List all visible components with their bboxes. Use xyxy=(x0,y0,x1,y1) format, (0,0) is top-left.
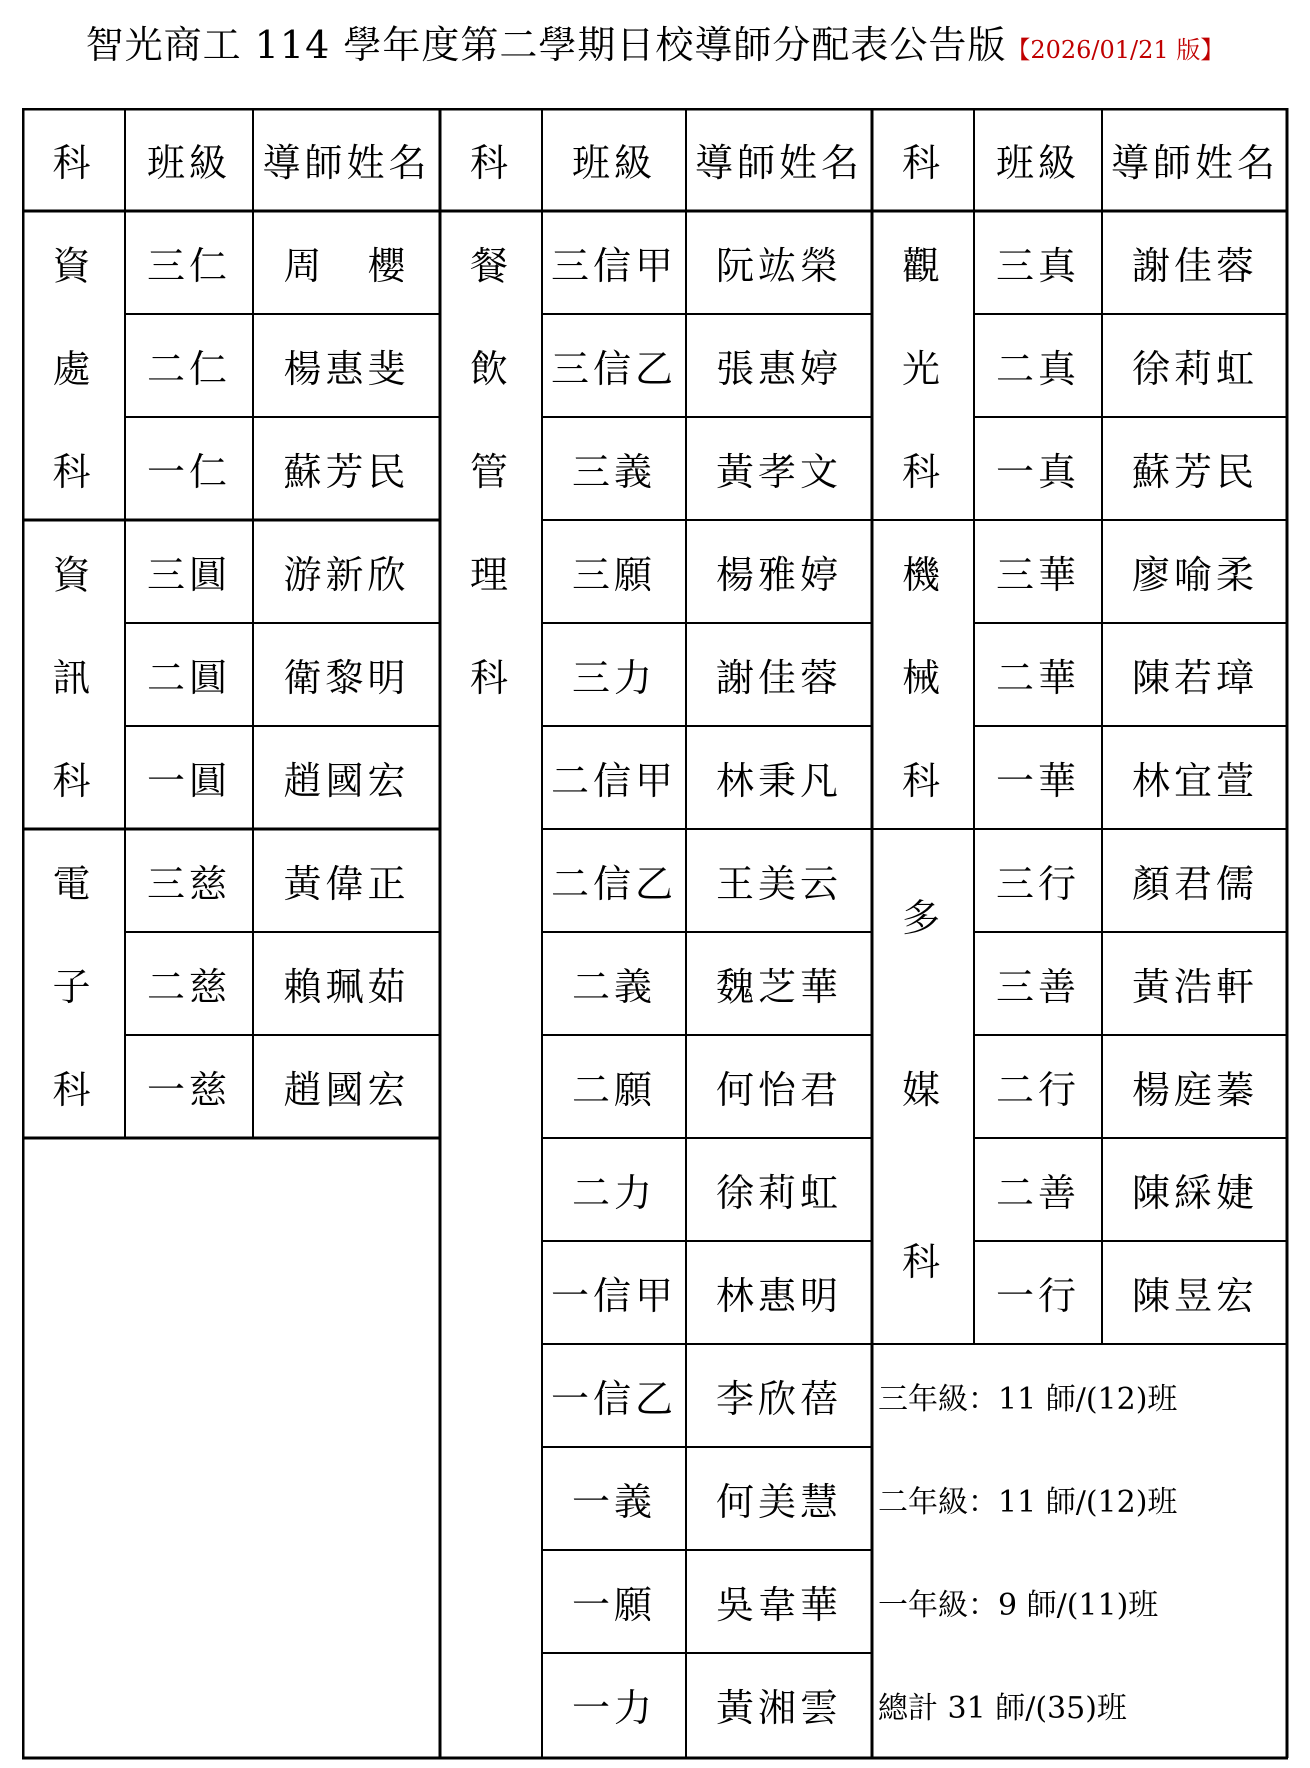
teacher-cell: 吳韋華 xyxy=(715,1583,842,1627)
dept-cell: 電 子 科 xyxy=(52,862,95,1112)
teacher-cell: 林宜萱 xyxy=(1131,759,1258,803)
teacher-cell: 周 櫻 xyxy=(283,244,410,288)
version-tag: 【2026/01/21 版】 xyxy=(1006,36,1225,64)
class-cell: 二善 xyxy=(995,1171,1080,1215)
header-dept: 科 xyxy=(52,141,95,185)
teacher-cell: 黃偉正 xyxy=(283,862,410,906)
summary-line: 二年級：11 師/(12)班 xyxy=(878,1484,1178,1520)
teacher-cell: 楊庭蓁 xyxy=(1131,1068,1258,1112)
teacher-cell: 林秉凡 xyxy=(715,759,842,803)
teacher-cell: 王美云 xyxy=(715,862,842,906)
teacher-cell: 謝佳蓉 xyxy=(715,656,842,700)
class-cell: 三行 xyxy=(995,862,1080,906)
class-cell: 二力 xyxy=(571,1171,656,1215)
assignment-table xyxy=(22,108,1288,1758)
teacher-cell: 賴珮茹 xyxy=(283,965,410,1009)
class-cell: 二願 xyxy=(571,1068,656,1112)
class-cell: 一華 xyxy=(995,759,1080,803)
teacher-cell: 陳綵婕 xyxy=(1131,1171,1258,1215)
dept-cell: 機 械 科 xyxy=(901,553,944,803)
teacher-cell: 廖喻柔 xyxy=(1131,553,1258,597)
class-cell: 二信甲 xyxy=(550,759,677,803)
class-cell: 三義 xyxy=(571,450,656,494)
class-cell: 三信乙 xyxy=(550,347,677,391)
class-cell: 二仁 xyxy=(146,347,231,391)
teacher-cell: 楊雅婷 xyxy=(715,553,842,597)
teacher-cell: 黃孝文 xyxy=(715,450,842,494)
teacher-cell: 蘇芳民 xyxy=(283,450,410,494)
class-cell: 一圓 xyxy=(146,759,231,803)
teacher-cell: 陳昱宏 xyxy=(1131,1274,1258,1318)
teacher-cell: 張惠婷 xyxy=(715,347,842,391)
class-cell: 一真 xyxy=(995,450,1080,494)
dept-cell: 資 訊 科 xyxy=(52,553,95,803)
class-cell: 一信甲 xyxy=(550,1274,677,1318)
class-cell: 三慈 xyxy=(146,862,231,906)
header-teacher: 導師姓名 xyxy=(262,141,431,185)
class-cell: 二慈 xyxy=(146,965,231,1009)
class-cell: 二華 xyxy=(995,656,1080,700)
class-cell: 二圓 xyxy=(146,656,231,700)
teacher-cell: 衛黎明 xyxy=(283,656,410,700)
class-cell: 三善 xyxy=(995,965,1080,1009)
header-dept: 科 xyxy=(901,141,944,185)
class-cell: 三華 xyxy=(995,553,1080,597)
teacher-cell: 徐莉虹 xyxy=(1131,347,1258,391)
class-cell: 三願 xyxy=(571,553,656,597)
dept-cell: 多 媒 科 xyxy=(901,896,944,1284)
teacher-cell: 游新欣 xyxy=(283,553,410,597)
teacher-cell: 趙國宏 xyxy=(283,1068,410,1112)
teacher-cell: 阮竑榮 xyxy=(715,244,842,288)
class-cell: 一信乙 xyxy=(550,1377,677,1421)
summary-line: 總計 31 師/(35)班 xyxy=(878,1690,1127,1726)
dept-cell: 資 處 科 xyxy=(52,244,95,494)
table-grid-lines xyxy=(22,108,1292,1762)
class-cell: 三真 xyxy=(995,244,1080,288)
teacher-cell: 顏君儒 xyxy=(1131,862,1258,906)
class-cell: 一仁 xyxy=(146,450,231,494)
teacher-cell: 蘇芳民 xyxy=(1131,450,1258,494)
class-cell: 二真 xyxy=(995,347,1080,391)
class-cell: 一願 xyxy=(571,1583,656,1627)
header-teacher: 導師姓名 xyxy=(694,141,863,185)
class-cell: 三圓 xyxy=(146,553,231,597)
teacher-cell: 魏芝華 xyxy=(715,965,842,1009)
summary-line: 一年級：9 師/(11)班 xyxy=(878,1587,1159,1623)
class-cell: 二信乙 xyxy=(550,862,677,906)
header-class: 班級 xyxy=(571,141,656,185)
class-cell: 一行 xyxy=(995,1274,1080,1318)
teacher-cell: 黃浩軒 xyxy=(1131,965,1258,1009)
teacher-cell: 謝佳蓉 xyxy=(1131,244,1258,288)
teacher-cell: 何美慧 xyxy=(715,1480,842,1524)
document-title: 智光商工 114 學年度第二學期日校導師分配表公告版 xyxy=(85,23,1007,67)
teacher-cell: 徐莉虹 xyxy=(715,1171,842,1215)
teacher-cell: 黃湘雲 xyxy=(715,1686,842,1730)
dept-cell: 觀 光 科 xyxy=(901,244,944,494)
header-class: 班級 xyxy=(995,141,1080,185)
teacher-cell: 陳若璋 xyxy=(1131,656,1258,700)
teacher-cell: 何怡君 xyxy=(715,1068,842,1112)
class-cell: 一慈 xyxy=(146,1068,231,1112)
header-class: 班級 xyxy=(146,141,231,185)
class-cell: 二義 xyxy=(571,965,656,1009)
class-cell: 二行 xyxy=(995,1068,1080,1112)
class-cell: 三仁 xyxy=(146,244,231,288)
class-cell: 一義 xyxy=(571,1480,656,1524)
page-title xyxy=(0,14,1310,78)
summary-line: 三年級：11 師/(12)班 xyxy=(878,1381,1178,1417)
header-dept: 科 xyxy=(469,141,512,185)
dept-cell: 餐 飲 管 理 科 xyxy=(469,244,512,700)
teacher-cell: 楊惠斐 xyxy=(283,347,410,391)
class-cell: 三信甲 xyxy=(550,244,677,288)
teacher-cell: 趙國宏 xyxy=(283,759,410,803)
class-cell: 三力 xyxy=(571,656,656,700)
class-cell: 一力 xyxy=(571,1686,656,1730)
teacher-cell: 李欣蓓 xyxy=(715,1377,842,1421)
teacher-cell: 林惠明 xyxy=(715,1274,842,1318)
header-teacher: 導師姓名 xyxy=(1110,141,1279,185)
